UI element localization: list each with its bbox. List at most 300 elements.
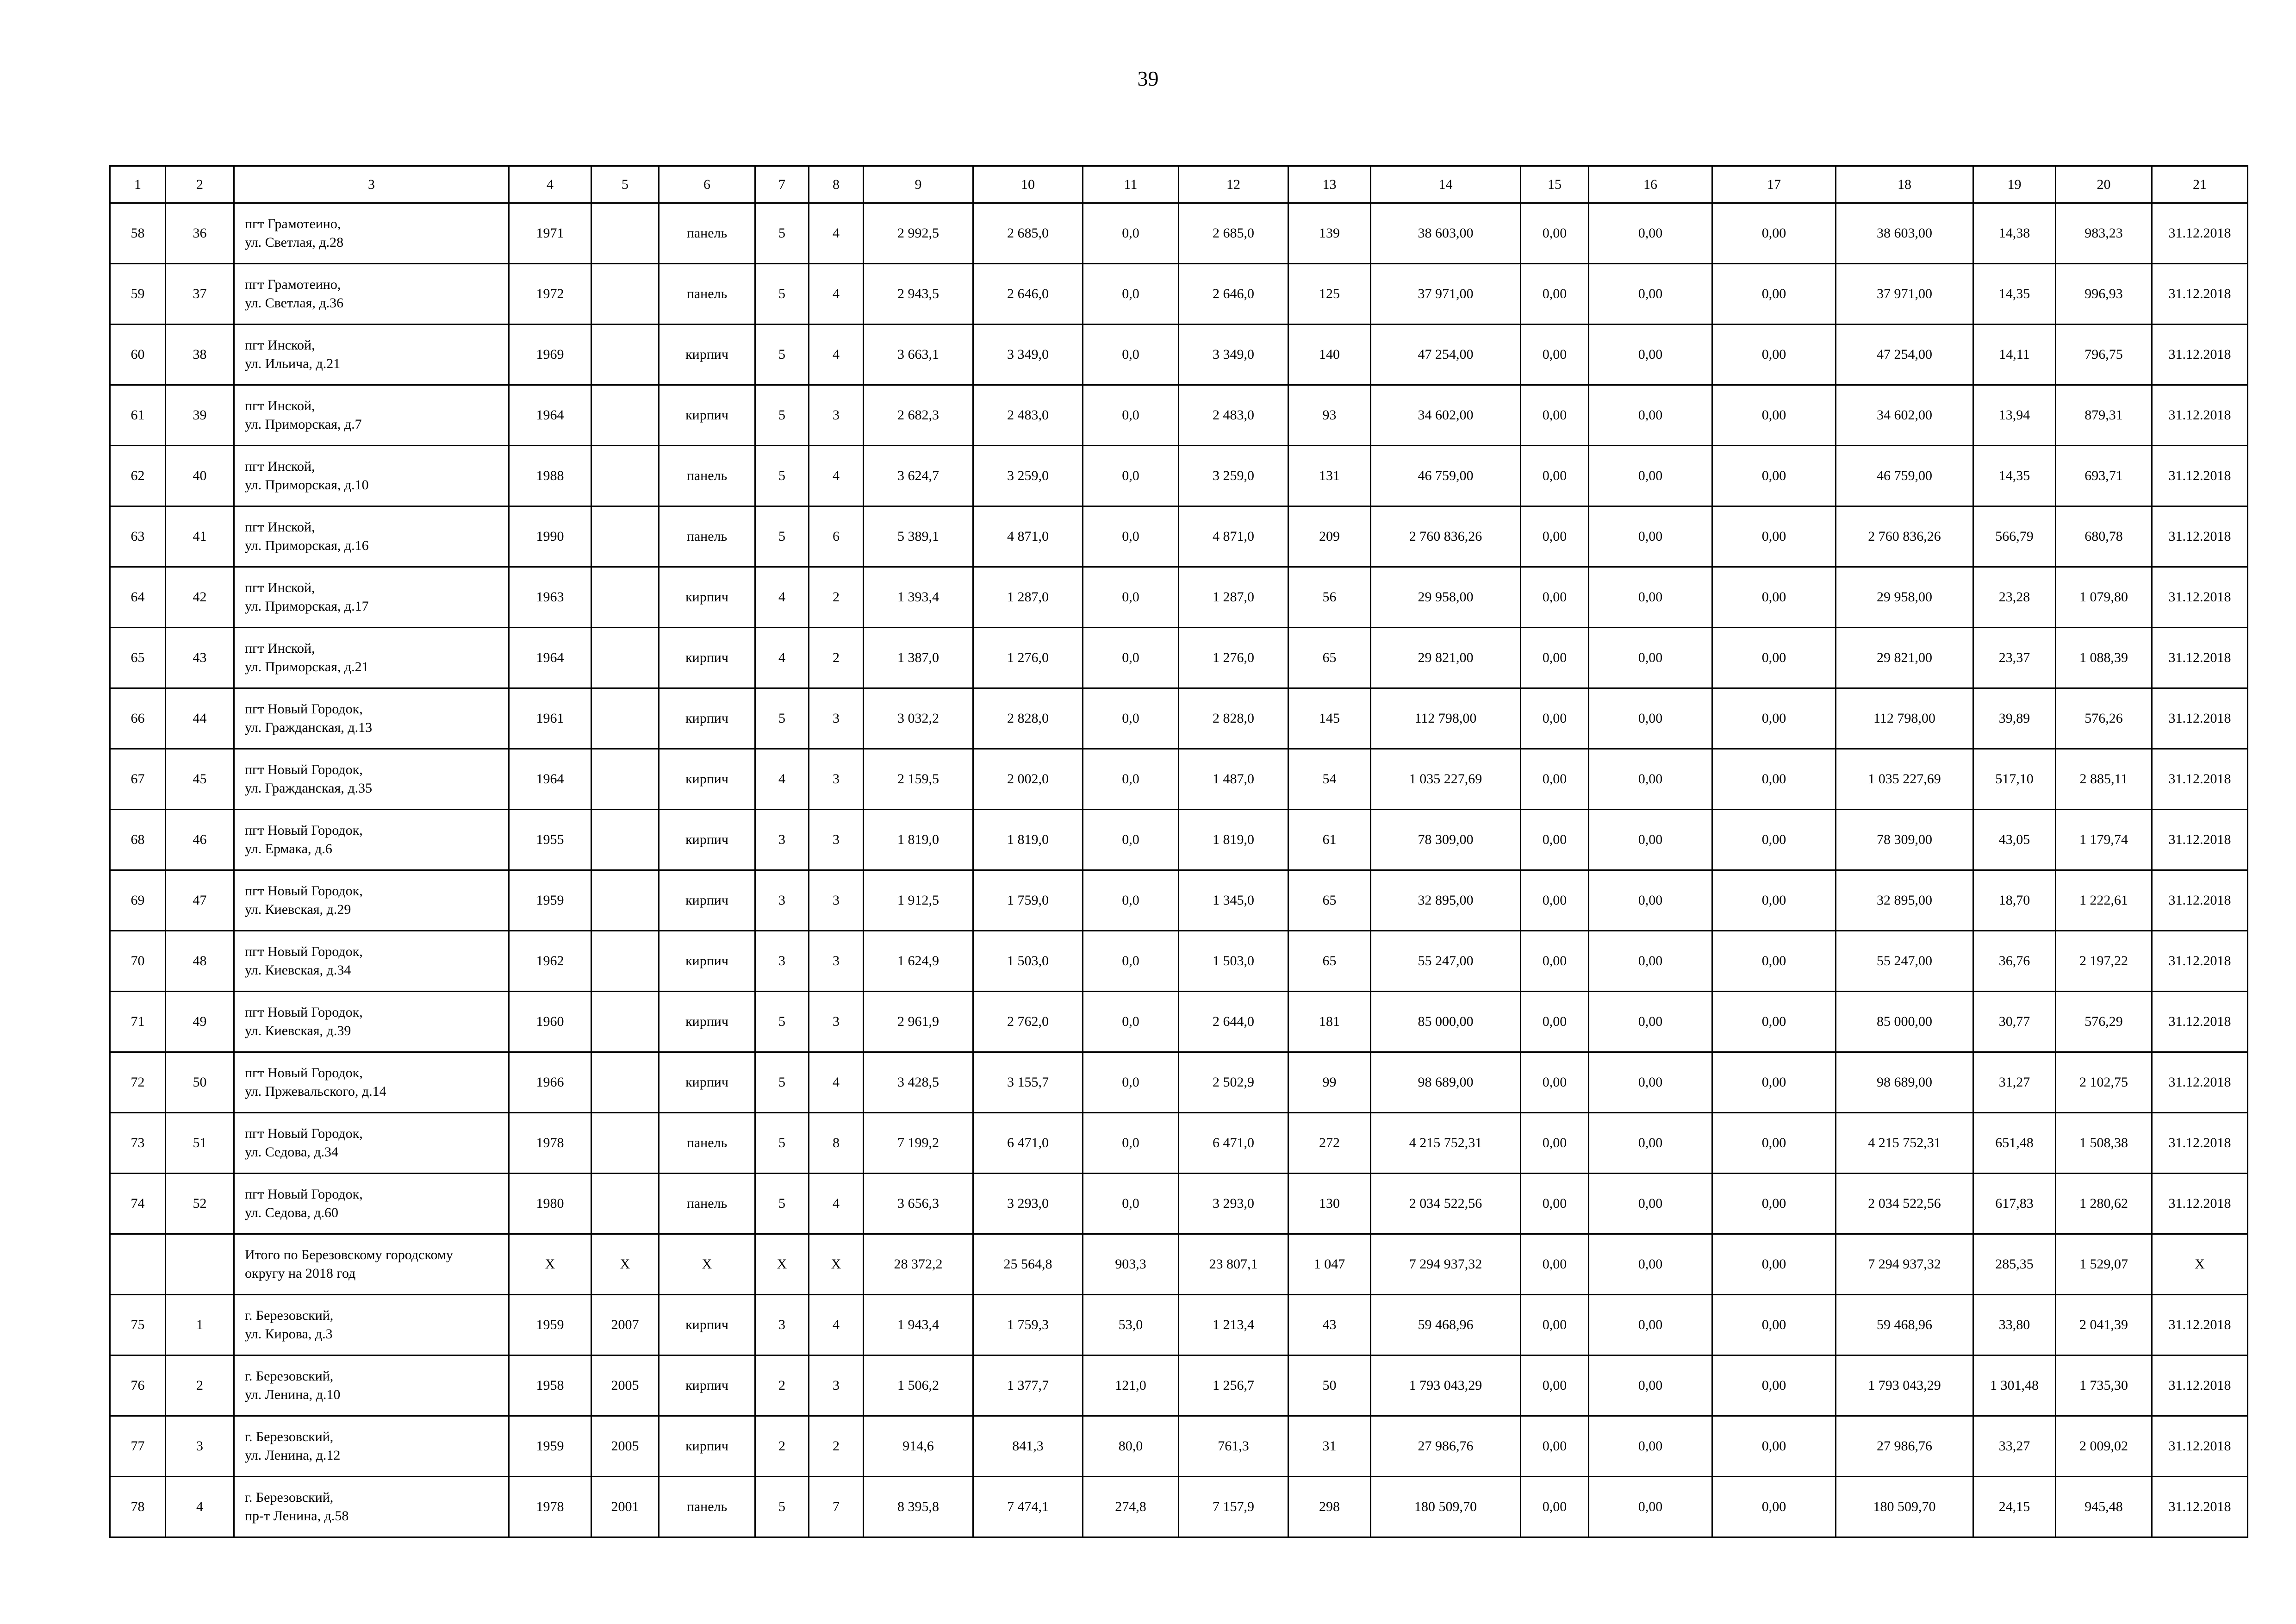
address-cell: [234, 446, 509, 506]
table-row: [110, 688, 2248, 749]
address-cell: [234, 1477, 509, 1537]
table-cell: 1 345,0: [1179, 870, 1288, 931]
table-cell: 0,00: [1589, 264, 1712, 325]
table-cell: 0,00: [1712, 628, 1836, 688]
table-cell: 0,00: [1589, 203, 1712, 264]
table-row: [110, 1174, 2248, 1234]
table-cell: 0,00: [1589, 1234, 1712, 1295]
table-cell: 3: [809, 810, 864, 870]
table-cell: 2 646,0: [973, 264, 1083, 325]
table-cell: панель: [659, 264, 755, 325]
address-line: г. Березовский,: [245, 1368, 334, 1384]
table-cell: 44: [166, 688, 234, 749]
table-cell: 285,35: [1973, 1234, 2056, 1295]
table-cell: 76: [110, 1355, 166, 1416]
table-cell: 0,00: [1521, 1355, 1589, 1416]
table-cell: 0,0: [1083, 931, 1179, 992]
table-cell: 23,28: [1973, 567, 2056, 628]
table-cell: 31.12.2018: [2152, 1052, 2248, 1113]
table-row: [110, 1355, 2248, 1416]
table-cell: кирпич: [659, 931, 755, 992]
table-cell: 29 821,00: [1836, 628, 1973, 688]
address-cell: [234, 567, 509, 628]
table-cell: 61: [110, 385, 166, 446]
table-cell: 37: [166, 264, 234, 325]
address-line: ул. Седова, д.60: [245, 1205, 339, 1220]
table-cell: 0,00: [1589, 385, 1712, 446]
table-cell: 1 529,07: [2056, 1234, 2152, 1295]
table-cell: 1959: [509, 1295, 591, 1355]
table-cell: 7 294 937,32: [1371, 1234, 1521, 1295]
table-cell: 2 961,9: [864, 992, 973, 1052]
table-cell: 879,31: [2056, 385, 2152, 446]
table-cell: 1 759,3: [973, 1295, 1083, 1355]
column-header: 1: [110, 166, 166, 203]
column-header: 5: [591, 166, 659, 203]
table-cell: панель: [659, 506, 755, 567]
table-cell: [591, 688, 659, 749]
table-cell: 41: [166, 506, 234, 567]
table-cell: 2: [166, 1355, 234, 1416]
table-cell: 59 468,96: [1836, 1295, 1973, 1355]
table-cell: 1964: [509, 628, 591, 688]
table-cell: 693,71: [2056, 446, 2152, 506]
table-row: [110, 325, 2248, 385]
table-cell: Х: [591, 1234, 659, 1295]
table-cell: 27 986,76: [1836, 1416, 1973, 1477]
table-cell: 34 602,00: [1371, 385, 1521, 446]
table-cell: 1 079,80: [2056, 567, 2152, 628]
table-cell: [591, 203, 659, 264]
address-cell: [234, 203, 509, 264]
table-cell: 3: [809, 870, 864, 931]
table-cell: 796,75: [2056, 325, 2152, 385]
table-cell: 47 254,00: [1836, 325, 1973, 385]
address-line: Итого по Березовскому городскому: [245, 1247, 453, 1262]
table-cell: 841,3: [973, 1416, 1083, 1477]
table-cell: [591, 931, 659, 992]
table-cell: 43,05: [1973, 810, 2056, 870]
table-cell: 36,76: [1973, 931, 2056, 992]
table-cell: 31.12.2018: [2152, 992, 2248, 1052]
table-cell: 0,00: [1712, 325, 1836, 385]
address-line: пгт Новый Городок,: [245, 1187, 363, 1202]
table-cell: панель: [659, 1477, 755, 1537]
table-cell: 0,00: [1521, 628, 1589, 688]
table-cell: 31.12.2018: [2152, 1416, 2248, 1477]
address-line: пгт Новый Городок,: [245, 762, 363, 777]
table-cell: [591, 810, 659, 870]
table-cell: 0,00: [1521, 1174, 1589, 1234]
table-cell: 4 871,0: [1179, 506, 1288, 567]
table-cell: 2005: [591, 1355, 659, 1416]
table-cell: панель: [659, 446, 755, 506]
address-line: ул. Ленина, д.12: [245, 1448, 341, 1463]
table-cell: 31.12.2018: [2152, 1477, 2248, 1537]
address-line: пгт Новый Городок,: [245, 944, 363, 959]
address-line: пр-т Ленина, д.58: [245, 1508, 349, 1524]
table-cell: 8: [809, 1113, 864, 1174]
table-cell: 125: [1288, 264, 1371, 325]
table-cell: 2 041,39: [2056, 1295, 2152, 1355]
table-cell: 1 035 227,69: [1836, 749, 1973, 810]
table-cell: 566,79: [1973, 506, 2056, 567]
table-cell: 33,27: [1973, 1416, 2056, 1477]
table-cell: 3: [809, 385, 864, 446]
address-cell: [234, 931, 509, 992]
table-cell: 31.12.2018: [2152, 1174, 2248, 1234]
table-cell: кирпич: [659, 749, 755, 810]
table-cell: 0,00: [1521, 1234, 1589, 1295]
table-cell: 1 280,62: [2056, 1174, 2152, 1234]
address-cell: [234, 628, 509, 688]
table-cell: 1 508,38: [2056, 1113, 2152, 1174]
table-row: [110, 992, 2248, 1052]
table-cell: 914,6: [864, 1416, 973, 1477]
table-cell: 7 474,1: [973, 1477, 1083, 1537]
table-cell: 112 798,00: [1371, 688, 1521, 749]
table-cell: 1969: [509, 325, 591, 385]
table-cell: 2 943,5: [864, 264, 973, 325]
table-cell: 2 685,0: [973, 203, 1083, 264]
column-header: 11: [1083, 166, 1179, 203]
column-header: 19: [1973, 166, 2056, 203]
table-cell: 6: [809, 506, 864, 567]
address-cell: [234, 1113, 509, 1174]
table-row: [110, 749, 2248, 810]
table-cell: 31.12.2018: [2152, 1355, 2248, 1416]
table-cell: 85 000,00: [1836, 992, 1973, 1052]
table-cell: 2 760 836,26: [1836, 506, 1973, 567]
table-cell: 1: [166, 1295, 234, 1355]
table-cell: 903,3: [1083, 1234, 1179, 1295]
table-cell: 5: [755, 385, 809, 446]
table-cell: 0,00: [1589, 870, 1712, 931]
table-cell: 1 819,0: [864, 810, 973, 870]
table-cell: 2 762,0: [973, 992, 1083, 1052]
table-cell: 61: [1288, 810, 1371, 870]
table-cell: 0,00: [1712, 264, 1836, 325]
table-cell: 0,00: [1521, 810, 1589, 870]
table-cell: 0,00: [1589, 749, 1712, 810]
table-cell: 0,0: [1083, 992, 1179, 1052]
column-header: 18: [1836, 166, 1973, 203]
table-cell: 51: [166, 1113, 234, 1174]
table-cell: 0,00: [1521, 385, 1589, 446]
table-cell: кирпич: [659, 385, 755, 446]
table-cell: кирпич: [659, 688, 755, 749]
table-cell: 52: [166, 1174, 234, 1234]
table-cell: 23,37: [1973, 628, 2056, 688]
table-cell: 48: [166, 931, 234, 992]
table-cell: 99: [1288, 1052, 1371, 1113]
table-cell: 2 992,5: [864, 203, 973, 264]
column-header: 21: [2152, 166, 2248, 203]
address-line: ул. Приморская, д.21: [245, 659, 369, 675]
table-cell: 2001: [591, 1477, 659, 1537]
table-row: [110, 1052, 2248, 1113]
table-cell: 680,78: [2056, 506, 2152, 567]
table-cell: 4: [809, 1295, 864, 1355]
address-line: округу на 2018 год: [245, 1266, 356, 1281]
table-cell: 98 689,00: [1836, 1052, 1973, 1113]
table-cell: 5 389,1: [864, 506, 973, 567]
table-cell: 1960: [509, 992, 591, 1052]
table-cell: 65: [1288, 628, 1371, 688]
table-cell: 1 506,2: [864, 1355, 973, 1416]
table-cell: 0,00: [1589, 1416, 1712, 1477]
table-cell: 5: [755, 264, 809, 325]
table-cell: 3: [809, 688, 864, 749]
table-cell: 3 293,0: [1179, 1174, 1288, 1234]
table-cell: 31.12.2018: [2152, 1295, 2248, 1355]
address-line: пгт Новый Городок,: [245, 1126, 363, 1141]
table-cell: 0,0: [1083, 870, 1179, 931]
table-cell: 2: [809, 628, 864, 688]
table-cell: 37 971,00: [1371, 264, 1521, 325]
table-cell: кирпич: [659, 870, 755, 931]
table-cell: 996,93: [2056, 264, 2152, 325]
table-cell: 4 215 752,31: [1836, 1113, 1973, 1174]
table-cell: Х: [809, 1234, 864, 1295]
table-cell: 40: [166, 446, 234, 506]
table-cell: 33,80: [1973, 1295, 2056, 1355]
table-cell: [166, 1234, 234, 1295]
table-cell: 0,00: [1712, 506, 1836, 567]
table-cell: 31.12.2018: [2152, 628, 2248, 688]
table-cell: 64: [110, 567, 166, 628]
column-header: 7: [755, 166, 809, 203]
table-cell: 5: [755, 506, 809, 567]
address-cell: [234, 1052, 509, 1113]
address-line: ул. Приморская, д.10: [245, 477, 369, 493]
table-cell: 3 663,1: [864, 325, 973, 385]
address-cell: [234, 749, 509, 810]
table-cell: 5: [755, 1052, 809, 1113]
table-cell: 0,00: [1521, 203, 1589, 264]
table-row: [110, 203, 2248, 264]
address-line: пгт Инской,: [245, 519, 315, 535]
table-cell: 2 885,11: [2056, 749, 2152, 810]
table-cell: 5: [755, 992, 809, 1052]
column-header: 6: [659, 166, 755, 203]
table-cell: [591, 749, 659, 810]
table-cell: 34 602,00: [1836, 385, 1973, 446]
address-line: ул. Светлая, д.36: [245, 295, 344, 311]
table-cell: 63: [110, 506, 166, 567]
address-line: пгт Новый Городок,: [245, 823, 363, 838]
table-cell: 0,00: [1712, 567, 1836, 628]
address-line: ул. Пржевальского, д.14: [245, 1084, 386, 1099]
table-cell: 112 798,00: [1836, 688, 1973, 749]
table-cell: 31.12.2018: [2152, 264, 2248, 325]
table-cell: Х: [659, 1234, 755, 1295]
table-cell: 2 685,0: [1179, 203, 1288, 264]
table-cell: 1 088,39: [2056, 628, 2152, 688]
table-cell: 3 349,0: [973, 325, 1083, 385]
column-header: 16: [1589, 166, 1712, 203]
table-cell: 0,00: [1712, 810, 1836, 870]
address-line: пгт Новый Городок,: [245, 1005, 363, 1020]
address-line: г. Березовский,: [245, 1490, 334, 1505]
table-cell: 145: [1288, 688, 1371, 749]
table-cell: 29 958,00: [1836, 567, 1973, 628]
table-cell: 66: [110, 688, 166, 749]
table-cell: 0,00: [1712, 203, 1836, 264]
table-cell: 46 759,00: [1836, 446, 1973, 506]
table-cell: 576,29: [2056, 992, 2152, 1052]
table-cell: 31.12.2018: [2152, 1113, 2248, 1174]
table-cell: 1 393,4: [864, 567, 973, 628]
table-cell: 29 958,00: [1371, 567, 1521, 628]
table-cell: [591, 446, 659, 506]
table-cell: 24,15: [1973, 1477, 2056, 1537]
table-cell: 0,00: [1521, 567, 1589, 628]
table-cell: 23 807,1: [1179, 1234, 1288, 1295]
table-cell: 59: [110, 264, 166, 325]
table-cell: 0,0: [1083, 1052, 1179, 1113]
table-cell: 0,0: [1083, 1174, 1179, 1234]
table-cell: 47 254,00: [1371, 325, 1521, 385]
table-cell: 1 735,30: [2056, 1355, 2152, 1416]
table-cell: 1 035 227,69: [1371, 749, 1521, 810]
table-cell: 32 895,00: [1836, 870, 1973, 931]
table-row: [110, 1234, 2248, 1295]
table-cell: 1 276,0: [1179, 628, 1288, 688]
table-cell: 3 259,0: [1179, 446, 1288, 506]
table-cell: [591, 264, 659, 325]
table-cell: 14,38: [1973, 203, 2056, 264]
address-line: г. Березовский,: [245, 1429, 334, 1444]
address-line: пгт Новый Городок,: [245, 1065, 363, 1081]
address-cell: [234, 1234, 509, 1295]
table-cell: 1990: [509, 506, 591, 567]
table-cell: 38 603,00: [1836, 203, 1973, 264]
column-header: 10: [973, 166, 1083, 203]
table-row: [110, 446, 2248, 506]
table-cell: 18,70: [1973, 870, 2056, 931]
table-cell: 3 293,0: [973, 1174, 1083, 1234]
table-cell: 1963: [509, 567, 591, 628]
table-cell: 78 309,00: [1836, 810, 1973, 870]
table-cell: кирпич: [659, 810, 755, 870]
table-cell: 98 689,00: [1371, 1052, 1521, 1113]
table-cell: 0,00: [1712, 749, 1836, 810]
table-cell: 274,8: [1083, 1477, 1179, 1537]
table-cell: панель: [659, 203, 755, 264]
table-cell: 651,48: [1973, 1113, 2056, 1174]
table-cell: 55 247,00: [1836, 931, 1973, 992]
table-cell: 32 895,00: [1371, 870, 1521, 931]
table-cell: 0,00: [1712, 1052, 1836, 1113]
table-cell: 2: [755, 1355, 809, 1416]
table-cell: 3 349,0: [1179, 325, 1288, 385]
table-cell: 1 503,0: [973, 931, 1083, 992]
table-cell: 180 509,70: [1836, 1477, 1973, 1537]
housing-table: [109, 165, 2248, 1538]
table-cell: 8 395,8: [864, 1477, 973, 1537]
address-cell: [234, 810, 509, 870]
address-line: пгт Инской,: [245, 459, 315, 474]
table-cell: 58: [110, 203, 166, 264]
table-cell: 54: [1288, 749, 1371, 810]
table-cell: 4: [809, 1052, 864, 1113]
table-cell: 0,00: [1589, 1113, 1712, 1174]
table-cell: кирпич: [659, 325, 755, 385]
table-cell: 0,0: [1083, 1113, 1179, 1174]
table-cell: 2 159,5: [864, 749, 973, 810]
table-cell: 7 157,9: [1179, 1477, 1288, 1537]
table-cell: 298: [1288, 1477, 1371, 1537]
table-cell: 31.12.2018: [2152, 385, 2248, 446]
table-cell: 1 387,0: [864, 628, 973, 688]
table-cell: 0,00: [1521, 446, 1589, 506]
table-cell: 0,00: [1521, 1052, 1589, 1113]
table-cell: 180 509,70: [1371, 1477, 1521, 1537]
address-line: пгт Новый Городок,: [245, 701, 363, 717]
table-cell: 7: [809, 1477, 864, 1537]
table-cell: 67: [110, 749, 166, 810]
table-cell: 6 471,0: [1179, 1113, 1288, 1174]
table-cell: 31.12.2018: [2152, 688, 2248, 749]
table-cell: 0,00: [1589, 1477, 1712, 1537]
table-cell: 1 487,0: [1179, 749, 1288, 810]
address-line: пгт Грамотеино,: [245, 277, 341, 292]
column-header: 4: [509, 166, 591, 203]
table-cell: 983,23: [2056, 203, 2152, 264]
table-row: [110, 1295, 2248, 1355]
table-cell: 39: [166, 385, 234, 446]
table-cell: 46: [166, 810, 234, 870]
table-cell: 0,00: [1712, 1113, 1836, 1174]
address-line: пгт Инской,: [245, 398, 315, 413]
table-cell: 85 000,00: [1371, 992, 1521, 1052]
table-cell: 25 564,8: [973, 1234, 1083, 1295]
table-cell: 272: [1288, 1113, 1371, 1174]
table-cell: 3: [809, 1355, 864, 1416]
table-cell: 0,00: [1589, 931, 1712, 992]
table-cell: 50: [166, 1052, 234, 1113]
table-cell: 0,00: [1521, 1113, 1589, 1174]
table-cell: 43: [166, 628, 234, 688]
address-line: ул. Ермака, д.6: [245, 841, 332, 856]
table-cell: 0,00: [1712, 688, 1836, 749]
table-cell: 576,26: [2056, 688, 2152, 749]
table-cell: кирпич: [659, 992, 755, 1052]
table-cell: кирпич: [659, 1295, 755, 1355]
table-row: [110, 385, 2248, 446]
table-cell: 3 624,7: [864, 446, 973, 506]
table-cell: 0,00: [1521, 749, 1589, 810]
column-header: 15: [1521, 166, 1589, 203]
page-number: 39: [1137, 67, 1159, 90]
table-cell: кирпич: [659, 1355, 755, 1416]
table-cell: 3: [755, 810, 809, 870]
table-cell: 0,0: [1083, 385, 1179, 446]
table-cell: 49: [166, 992, 234, 1052]
table-cell: 3: [809, 749, 864, 810]
table-row: [110, 506, 2248, 567]
table-cell: 2 502,9: [1179, 1052, 1288, 1113]
table-cell: 139: [1288, 203, 1371, 264]
table-cell: 0,00: [1712, 1355, 1836, 1416]
table-cell: 3: [755, 1295, 809, 1355]
table-cell: кирпич: [659, 567, 755, 628]
table-cell: 1 222,61: [2056, 870, 2152, 931]
table-cell: 1 819,0: [1179, 810, 1288, 870]
table-row: [110, 567, 2248, 628]
table-cell: 0,0: [1083, 506, 1179, 567]
